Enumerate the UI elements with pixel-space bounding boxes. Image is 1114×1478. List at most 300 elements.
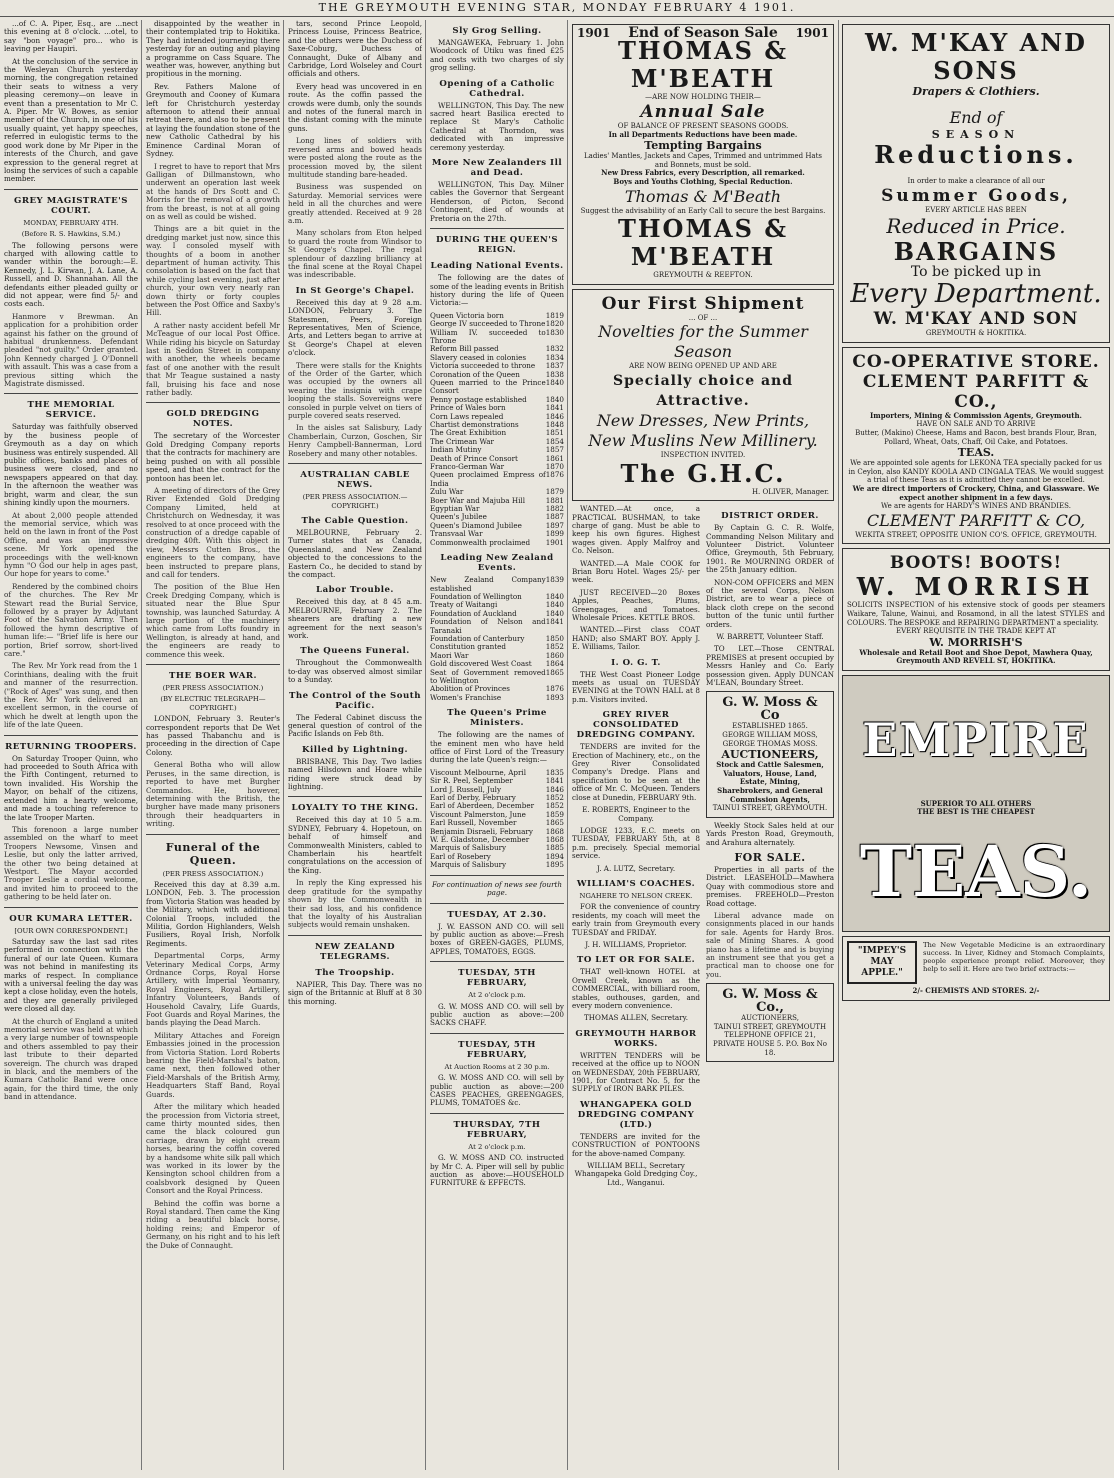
headline-funeral: Funeral of the Queen. [165,840,261,867]
event-name: Maori War [430,650,469,660]
headline-queens-funeral: The Queens Funeral. [300,646,410,657]
specially-choice: Specially choice and Attractive. [612,372,794,409]
chemists: 2/- CHEMISTS AND STORES. 2/- [912,986,1040,996]
gw-moss-name: G. W. Moss & Co [722,695,818,724]
event-name: Foundation of Nelson and Taranaki [430,617,546,635]
event-year: 1882 [545,504,564,514]
column-6 [842,20,1110,1470]
event-name: Penny postage established [430,394,527,404]
auction-text: G. W. MOSS AND CO. will sell by public auction as above:—200 CASES PEACHES, GREENGAGES, PLUMS, TOMATOES &c. [430,1073,564,1108]
event-name: Seat of Government removed to Wellington [430,667,546,685]
headline-national-events: Leading National Events. [430,261,564,272]
classified: WANTED.—At once, a PRACTICAL BUSHMAN, to take charge of gang. Must be able to keep his own figures. Highest wages given. Apply Malfroy and Co. Nelson. [572,504,700,556]
teas-banner: TEAS. [859,829,1093,913]
article-text: Saturday was faithfully observed by the business people of Greymouth as a day on which business was entirely suspended. All public offices, banks and places of business were closed, and no newspapers appeared on that day. In the afternoon the weather was bright, warm and clear, the sun shining kindly upon the mourners. [4,422,138,508]
event-year: 1852 [545,642,564,652]
auction-heading: TUESDAY, 5TH FEBRUARY, [458,968,536,989]
column-rule [425,20,426,1470]
event-name: Zulu War [430,487,464,497]
byline: (PER PRESS ASSOCIATION.) [162,684,264,693]
article-text: Received this day, at 8 45 a.m. MELBOURNE, February 2. The shearers are drafting a new agreement for the next season's work. [288,597,422,640]
event-year: 1850 [545,633,564,643]
morrish-name: W. MORRISH'S [929,635,1023,649]
ad-mckay [842,24,1110,343]
manager: H. OLIVER, Manager. [751,487,829,496]
column-rule [141,20,142,1470]
event-year: 1832 [545,344,564,354]
ad-text: Butter, (Makino) Cheese, Hams and Bacon, best brands Flour, Bran, Pollard, Wheat, Oats, Chaff, Oil Cake, and Potatoes. [855,428,1097,446]
boots-heading: BOOTS! BOOTS! [889,553,1063,574]
event-year: 1865 [545,818,564,828]
ad-text: Stock and Cattle Salesmen, Valuators, House, Land, Estate, Mining, Sharebrokers, and General Commission Agents, [716,760,824,804]
event-year: 1860 [545,650,564,660]
auction-time: At 2 o'clock p.m. [468,1142,526,1151]
headline-cable: The Cable Question. [301,515,409,526]
impey-text: The New Vegetable Medicine is an extraordinary success. In Liver, Kidney and Stomach Complaints, people experience prompt relief. Moreover, they help to sell it. Here are two brief extracts:— [923,941,1105,974]
event-name: Viscount Melbourne, April [430,767,527,777]
event-name: Queen's Jubilee [430,512,487,522]
ad-morrish [842,548,1110,671]
event-name: Earl of Derby, February [430,793,516,803]
ad-text: New Dress Fabrics, every Description, all remarked. [601,168,805,178]
headline-coaches: WILLIAM'S COACHES. [576,878,696,889]
classified: WANTED.—A Male COOK for Brian Boru Hotel. Wages 25/- per week. [572,558,700,585]
column-rule [838,20,839,1470]
event-year: 1820 [545,319,564,329]
classified: Weekly Stock Sales held at our Yards Preston Road, Greymouth, and Arahura alternately. [706,820,834,847]
ad-text: EVERY REQUISITE IN THE TRADE KEPT AT [896,627,1056,636]
ad-gw-moss [706,691,834,817]
headline-labor: Labor Trouble. [316,585,394,596]
event-name: Earl of Aberdeen, December [430,801,535,811]
article-text: Every head was uncovered in en route. As the coffin passed the crowds were dumb, only the sounds and notes of the funeral march in the distant coming with the minute guns. [288,81,422,133]
ad-text: SOLICITS INSPECTION of his extensive stock of goods per steamers Waikare, Talune, Wainui, and Rosamond, in all the latest STYLES and COLOURS. The BESPOKE and REPAIRING DEPARTMENT a speciality. [847,601,1105,627]
list-item [430,576,564,593]
ad-gw-moss-2 [706,983,834,1062]
event-year: 1865 [545,667,564,677]
parfitt-name: CLEMENT PARFITT & CO, [866,510,1086,530]
classified: FOR the convenience of country residents, my coach will meet the early train from Greymouth every TUESDAY and FRIDAY. [572,902,700,937]
event-year: 1846 [545,411,564,421]
season: SEASON [931,128,1021,141]
event-name: Constitution granted [430,642,506,652]
new-dresses: New Dresses, New Prints, New Muslins New Millinery. [588,410,818,450]
event-name: Marquis of Salisbury [430,860,507,870]
article-text: BRISBANE, This Day. Two ladies named Hilsdown and Hoare while riding were struck dead by lightning. [288,756,422,792]
signature: WILLIAM BELL, Secretary Whangapeka Gold Dredging Coy., Ltd., Wanganui. [574,1161,698,1187]
headline-killed: Killed by Lightning. [301,744,409,755]
event-year: 1851 [545,428,564,438]
end-of-season: End of Season Sale [628,25,778,41]
event-name: Sir R. Peel, September [430,776,513,786]
column-5 [572,20,834,1470]
event-name: Treaty of Waitangi [430,600,498,610]
ad-text: EVERY ARTICLE HAS BEEN [925,205,1027,214]
headline-district: DISTRICT ORDER. [721,511,819,522]
signature: E. ROBERTS, Engineer to the Company. [582,805,690,823]
headline-kumara: OUR KUMARA LETTER. [9,913,133,924]
event-year: 1840 [545,600,564,610]
ad-text: In all Departments Reductions have been made. [608,129,798,139]
mckay-name: W. M'KAY AND SONS [864,28,1087,85]
auction-heading: TUESDAY, AT 2.30. [447,909,547,920]
event-name: Reform Bill passed [430,344,499,354]
ad-text: Suggest the advisability of an Early Call to secure the best Bargains. [580,206,826,215]
drapers: Drapers & Clothiers. [912,85,1040,98]
headline-grey-river: GREY RIVER CONSOLIDATED DREDGING COMPANY. [576,710,696,741]
article-text: Throughout the Commonwealth to-day was observed almost similar to a Sunday. [288,658,422,685]
event-year: 1876 [545,470,564,480]
year-right: 1901 [795,26,829,40]
event-year: 1852 [545,801,564,811]
event-name: Egyptian War [430,504,480,514]
ad-text: TAINUI STREET, GREYMOUTH [713,1022,827,1031]
list-item [430,694,564,702]
column-3: tars, second Prince Leopold, Princess Louise, Princess Beatrice, and the others were the Duchess of Saxe-Coburg, Duchess of Connaught, Duke of Albany and Carbridge, Lord Wolseley and Court officials and others. Every head was uncovered in en route. As the coffin passed the crowds were dumb, only the sounds and notes of the funeral march in the distant coming with the minute guns. Long lines of soldiers with reversed arms and bowed heads were posted along the route as the procession moved by, the silent multitude standing bare-headed. Business was suspended on Saturday. Memorial services were held in all the churches and were greatly attended. Received at 9 28 a.m. Many scholars from Eton helped to guard the route from Windsor to St George's Chapel. The regal splendour of dazzling brilliancy at the final scene at the Royal Chapel was indescribable. In St George's Chapel. Received this day at 9 28 a.m. LONDON, February 3. The Statesmen, Peers, Foreign Representatives, Men of Science, Arts, and Letters began to arrive at St George's Chapel at eleven o'clock. There were stalls for the Knights of the Order of the Garter, which was occupied by the owners all wearing the insignia with crape looping the stalls. Sovereigns were consoled in purple velvet on tiers of purple covered seats reserved. In the aisles sat Salisbury, Lady Chamberlain, Curzon, Goschen, Sir Henry Campbell-Bannerman, Lord Rosebery and many other notables. AUSTRALIAN CABLE NEWS. (PER PRESS ASSOCIATION.—COPYRIGHT.) The Cable Question. MELBOURNE, February 2. Turner states that as Canada, Queensland, and New Zealand objected to the concessions to the Eastern Co., he decided to stand by the compact. Labor Trouble. Received this day, at 8 45 a.m. MELBOURNE, February 2. The shearers are drafting a new agreement for the next season's work. The Queens Funeral. Throughout the Commonwealth to-day was observed almost similar to a Sunday. The Control of the South Pacific. The Federal Cabinet discuss the general question of control of the Pacific Islands on Feb 8th. Killed by Lightning. BRISBANE, This Day. Two ladies named Hilsdown and Hoare while riding were struck dead by lightning. LOYALTY TO THE KING. Received this day at 10 5 a.m. SYDNEY, February 4. Hopetoun, on behalf of himself and Commonwealth Ministers, cabled to Chamberlain his heartfelt congratulations on the accession of the King. In reply the King expressed his deep gratitude for the sympathy shown by the Commonwealth in their sad loss, and his confidence that the loyalty of his Australian subjects would remain unshaken. NEW ZEALAND TELEGRAMS. The Troopship. NAPIER, This Day. There was no sign of the Britannic at Bluff at 8 30 this morning. [288,20,422,1006]
byline: (PER PRESS ASSOCIATION.—COPYRIGHT.) [302,493,408,510]
event-year: 1852 [545,793,564,803]
annual-sale: Annual Sale [640,102,766,122]
firm-name: THOMAS & M'BEATH [618,214,788,272]
article-text: The following are the dates of some of the leading events in British history during the life of Queen Victoria:— [430,273,564,308]
mckay-name: W. M'KAY AND SON [873,309,1079,330]
event-name: Coronation of the Queen [430,369,520,379]
event-year: 1901 [545,537,564,547]
column-rule [283,20,284,1470]
event-year: 1895 [545,860,564,870]
article-text: WELLINGTON, This Day. The new sacred heart Basilica erected to replace St Mary's Catholic Cathedral at Thorndon, was dedicated with an impressive ceremony yesterday. [430,100,564,152]
headline-premiers: The Queen's Prime Ministers. [447,708,547,729]
ad-impey [842,936,1110,1001]
firm-name: THOMAS & M'BEATH [618,36,788,94]
headline-pacific: The Control of the South Pacific. [289,690,421,711]
headline-nz-events: Leading New Zealand Events. [440,553,554,574]
event-name: William IV. succeeded to Throne [430,327,546,345]
nz-events-list [430,576,564,702]
events-list [430,312,564,547]
headline-troopers: RETURNING TROOPERS. [5,741,137,752]
article-text: disappointed by the weather in their contemplated trip to Hokitika. They had intended journeying there yesterday for an outing and playing a programme on Cass Square. The weather was, however, anything but propitious in the morning. [146,20,280,79]
event-name: Boer War and Majuba Hill [430,495,525,505]
novelties: Novelties for the Summer Season [598,322,808,362]
ad-text: ... OF ... [688,313,718,322]
article-text: NAPIER, This Day. There was no sign of the Britannic at Bluff at 8 30 this morning. [288,979,422,1006]
reductions: Reductions. [874,140,1078,169]
event-year: 1835 [545,767,564,777]
classified: WANTED.—First class COAT HAND; also SMART BOY. Apply J. E. Williams, Tailor. [572,625,700,652]
event-year: 1881 [545,495,564,505]
ad-text: INSPECTION INVITED. [660,450,746,459]
event-name: Franco-German War [430,462,505,472]
event-name: Marquis of Salisbury [430,843,507,853]
auction-heading: TUESDAY, 5TH FEBRUARY, [458,1039,536,1060]
event-year: 1897 [545,520,564,530]
headline-australian: AUSTRALIAN CABLE NEWS. [300,470,410,491]
impey-label: "IMPEY'S MAY APPLE." [847,941,917,984]
event-name: George IV succeeded to Throne [430,319,546,329]
small-ads [572,505,834,1191]
auction-heading: THURSDAY, 7TH FEBRUARY, [453,1119,541,1140]
event-name: Earl of Rosebery [430,851,491,861]
ad-text: GREYMOUTH & REEFTON. [653,271,753,280]
ad-text: We are appointed sole agents for LEKONA TEA specially packed for us in Ceylon, also KANDY KOOLA AND CINGALA TEAS. We would suggest a trial of these Teas as it is admitted they cannot be excelled. [848,459,1104,485]
ad-ghc [572,289,834,501]
ad-text: We are direct importers of Crockery, China, and Glassware. We expect another shipment in a few days. [852,483,1100,502]
ad-text: We are agents for HARDY'S WINES AND BRANDIES. [881,502,1071,511]
signature: J. H. WILLIAMS, Proprietor. [585,939,687,949]
masthead: THE GREYMOUTH EVENING STAR, MONDAY FEBRUARY 4 1901. [0,0,1114,17]
ad-text: Importers, Mining & Commission Agents, Greymouth. [870,410,1082,420]
ad-text: ESTABLISHED 1865. [732,722,808,731]
event-year: 1854 [545,436,564,446]
ad-thomas-mbeath [572,24,834,285]
event-year: 1848 [545,420,564,429]
auction-text: G. W. MOSS AND CO. will sell by public auction as above:—200 SACKS CHAFF. [430,1001,564,1028]
morrish-name: W. MORRISH [856,572,1096,602]
picked-up: To be picked up in [910,264,1042,281]
tempting-bargains: Tempting Bargains [644,139,762,153]
event-year: 1864 [545,659,564,669]
ad-text: WEKITA STREET, OPPOSITE UNION CO'S. OFFICE, GREYMOUTH. [855,530,1097,539]
event-name: Slavery ceased in colonies [430,352,527,362]
signature: J. A. LUTZ, Secretary. [596,863,676,873]
ad-text: HAVE ON SALE AND TO ARRIVE [916,420,1036,429]
event-name: New Zealand Company established [430,575,546,593]
classified: JUST RECEIVED—20 Boxes Apples, Peaches, Plums, Greengages, and Tomatoes. Wholesale Prices. KETTLE BROS. [572,587,700,622]
event-name: The Great Exhibition [430,428,507,438]
headline-cathedral: Opening of a Catholic Cathedral. [439,78,555,99]
headline-nz-telegrams: NEW ZEALAND TELEGRAMS. [314,941,396,962]
headline-troopship: The Troopship. [315,967,395,978]
list-item [430,669,564,686]
event-year: 1841 [545,403,564,413]
event-year: 1840 [545,608,564,618]
event-name: Queen married to the Prince Consort [430,377,546,396]
ad-text: OF BALANCE OF PRESENT SEASONS GOODS. [617,122,789,130]
event-year: 1894 [545,851,564,861]
event-name: Queen's Diamond Jubilee [430,520,522,530]
list-item [430,539,564,547]
auction-text: G. W. MOSS AND CO. instructed by Mr C. A. Piper will sell by public auction as above:—HOUSEHOLD FURNITURE & EFFECTS. [430,1153,564,1188]
small-ads-right: DISTRICT ORDER. By Captain G. C. R. Wolfe, Commanding Nelson Military and Volunteer District. Volunteer Office, Greymouth, 5th February, 1901. Re MOURNING ORDER of the 25th January edition. NON-COM OFFICERS and MEN of the several Corps, Nelson District, are to wear a piece of black cloth crepe on the second button of the tunic until further orders. W. BARRETT, Volunteer Staff. TO LET.—Those CENTRAL PREMISES at present occupied by Messrs Hanley and Co. Early possession given. Apply DUNCAN M'LEAN, Boundary Street. G. W. Moss & Co ESTABLISHED 1865. GEORGE WILLIAM MOSS, GEORGE THOMAS MOSS. AUCTIONEERS, Stock and Cattle Salesmen, Valuators, House, Land, Estate, Mining, Sharebrokers, and General Commission Agents, TAINUI STREET, GREYMOUTH. Weekly Stock Sales held at our Yards Preston Road, Greymouth, and Arahura alternately. FOR SALE. Properties in all parts of the District. LEASEHOLD—Mawhera Quay with commodious store and premises. FREEHOLD—Preston Road cottage. Liberal advance made on consignments placed in our hands for sale. Agents for Hardy Bros. sale of Mining Shares. A good piano has a lifetime and is buying an instrument see that you get a practical man to choose one for you. G. W. Moss & Co., AUCTIONEERS, TAINUI STREET, GREYMOUTH TELEPHONE OFFICE 21, PRIVATE HOUSE 5. P.O. Box No 18. [706,505,834,1191]
classified: THE West Coast Pioneer Lodge meets as usual on TUESDAY EVENING at the TOWN HALL at 8 p.m. Visitors invited. [572,669,700,704]
event-year: 1839 [545,575,564,585]
article-text: Received this day at 10 5 a.m. SYDNEY, February 4. Hopetoun, on behalf of himself and Commonwealth Ministers, cabled to Chamberlain his heartfelt congratulations on the accession of the King. [288,815,422,875]
event-name: Lord J. Russell, July [430,784,502,794]
firm-script: Thomas & M'Beath [624,186,782,206]
ad-text: AUCTIONEERS, [741,1014,799,1023]
event-year: 1846 [545,784,564,794]
event-year: 1841 [545,776,564,786]
event-name: W. E. Gladstone, December [430,835,530,845]
headline-sly-grog: Sly Grog Selling. [452,26,542,36]
gw-moss-name: G. W. Moss & Co., [722,987,818,1016]
headline-iogt: I. O. G. T. [611,657,661,668]
headline-gold: GOLD DREDGING NOTES. [166,409,260,430]
auction-time: At Auction Rooms at 2 30 p.m. [444,1062,550,1071]
ad-text: TELEPHONE OFFICE 21, PRIVATE HOUSE 5. P.O. Box No 18. [713,1031,827,1057]
signature: THOMAS ALLEN, Secretary. [584,1013,688,1023]
signature: W. BARRETT, Volunteer Staff. [716,632,824,641]
headline-reign: DURING THE QUEEN'S REIGN. [435,235,559,256]
event-year: 1837 [545,361,564,371]
event-name: Abolition of Provinces [430,684,510,694]
event-name: Death of Prince Consort [430,453,518,463]
event-year: 1834 [545,352,564,362]
event-year: 1885 [545,843,564,853]
event-name: Indian Mutiny [430,445,482,455]
byline: [OUR OWN CORRESPONDENT.] [14,926,128,935]
event-name: Viscount Palmerston, June [430,809,526,819]
event-name: Prince of Wales born [430,403,506,413]
ad-coop [842,347,1110,545]
event-name: Foundation of Canterbury [430,633,525,643]
event-name: Queen proclaimed Empress of India [430,470,546,488]
classified: TO LET.—Those CENTRAL PREMISES at present occupied by Messrs Hanley and Co. Early possession given. Apply DUNCAN M'LEAN, Boundary Street. [706,644,834,688]
empire-banner: EMPIRE [862,712,1090,767]
headline-for-sale: FOR SALE. [734,851,806,864]
classified: WRITTEN TENDERS will be received at the office up to NOON on WEDNESDAY, 20th FEBRUARY, 1901, for Contract No. 5, for the SUPPLY of IRON BARK PILES. [572,1050,700,1094]
headline-loyalty: LOYALTY TO THE KING. [291,803,419,814]
end-of: End of [949,108,1003,127]
headline-let-sale: TO LET OR FOR SALE. [576,955,696,966]
article-text: MANGAWEKA, February 1. John Woodcock of Utiku was fined £25 and costs with two charges of sly grog selling. [430,38,564,73]
every-department: Every Department. [850,279,1102,310]
classified: LODGE 1233, E.C. meets on TUESDAY, FEBRUARY 5th, at 8 p.m. precisely. Special memorial service. [572,825,700,861]
headline-chapel: In St George's Chapel. [295,285,415,296]
ad-text: Boys and Youths Clothing, Special Reduction. [613,176,793,186]
event-year: 1840 [545,394,564,404]
small-ads-left [572,505,700,1191]
ghc-logo: The G.H.C. [620,458,786,488]
article-text: At the conclusion of the service in the Wesleyan Church yesterday morning, the congregation retained their seats to witness a very pleasing ceremony—on leave in event than a presentation to Mr C. A. Piper. Mr W. Bowes, as senior member of the Church, in one of his usually quaint, yet happy speeches, referred in eulogistic terms to the good work done by Mr Piper in the interests of the Church, and gave expression to the general regret at losing the services of such a capable member. [4,56,138,184]
event-name: Foundation of Wellington [430,591,522,601]
event-year: 1893 [545,692,564,702]
byline: (BY ELECTRIC TELEGRAPH—COPYRIGHT.) [160,695,266,712]
event-name: Commonwealth proclaimed [430,537,531,547]
continuation-note: For continuation of news see fourth page. [431,879,563,898]
coop-store: CO-OPERATIVE STORE. [852,351,1100,372]
classified: By Captain G. C. R. Wolfe, Commanding Nelson Military and Volunteer District. Volunteer Office, Greymouth, 5th February, 1901. Re MOURNING ORDER of the 25th January edition. [706,523,834,575]
event-year: 1861 [545,453,564,463]
classified: TENDERS are invited for the Erection of Machinery, etc., on the Grey River Consolidated Company's Dredge. Plans and specification to be seen at the office of Mr. C. McQueen. Tenders close at Dunedin, FEBRUARY 9th. [572,742,700,802]
article-text: The Federal Cabinet discuss the general question of control of the Pacific Islands on Feb 8th. [288,712,422,739]
article-text: Saturday saw the last sad rites performed in connection with the funeral of our late Queen. Kumara was not behind in manifesting its marks of respect. In compliance with a universal feeling the day was kept a close holiday, even the hotels, and they are generally privileged were closed all day. [4,936,138,1014]
article-text: Received this day at 8.39 a.m. LONDON, Feb. 3. The procession from Victoria Station was headed by the Military, which with additional Colonial Troops, included the Militia, Gordon Highlanders, Welsh Fusiliers, Royal Irish, Norfolk Regiments. [146,879,280,948]
event-name: Transvaal War [430,529,483,539]
best-cheapest: THE BEST IS THE CHEAPEST [917,807,1035,817]
event-year: 1838 [545,369,564,379]
ad-text: Ladies' Mantles, Jackets and Capes, Trimmed and untrimmed Hats and Bonnets, must be sold. [584,152,822,169]
ad-text: In order to make a clearance of all our [907,177,1045,185]
teas-heading: TEAS. [957,446,995,460]
ad-text: GREYMOUTH & HOKITIKA. [925,329,1027,338]
headline-court: GREY MAGISTRATE'S COURT. [14,195,128,216]
list-item [430,379,564,396]
first-shipment: Our First Shipment [601,293,805,314]
ad-text: ARE NOW BEING OPENED UP AND ARE [629,362,777,371]
auction-time: At 2 o'clock p.m. [468,991,526,1000]
event-year: 1887 [545,512,564,522]
list-item [430,861,564,869]
event-name: Earl Russell, November [430,818,517,828]
event-name: Chartist demonstrations [430,420,519,429]
event-year: 1868 [545,826,564,836]
headline-whangapeka: WHANGAPEKA GOLD DREDGING COMPANY (LTD.) [577,1099,695,1130]
event-name: Benjamin Disraeli, February [430,826,533,836]
article-text: The secretary of the Worcester Gold Dredging Company reports that the contracts for machinery are being pushed on with all possible speed, and that the contract for the pontoon has been let. [146,431,280,483]
classified: Properties in all parts of the District. LEASEHOLD—Mawhera Quay with commodious store and premises. FREEHOLD—Preston Road cottage. [706,865,834,908]
list-item [430,329,564,346]
byline: (Before R. S. Hawkins, S.M.) [21,230,121,239]
auction-text: J. W. EASSON AND CO. will sell by public auction as above:—Fresh boxes of GREEN-GAGES, PLUMS, APPLES, TOMATOES, EGGS. [430,921,564,956]
article-text: Rev. Fathers Malone of Greymouth and Cooney of Kumara left for Christchurch yesterday afternoon to attend their annual retreat there, and also to be present at laying the foundation stone of the new Catholic Cathedral by his Eminence Cardinal Moran of Sydney. [146,81,280,159]
headline-ill-dead: More New Zealanders Ill and Dead. [431,158,563,179]
dateline: MONDAY, FEBRUARY 4TH. [23,218,119,227]
article-text: The following persons were charged with allowing cattle to wander within the borough:—E. Kennedy, J. L. Kirwan, J. A. Lane, A. Russell, and D. Shannahan. All the defendants either pleaded guilty or did not appear, were find 5/- and costs each. [4,240,138,309]
headline-harbor: GREYMOUTH HARBOR WORKS. [575,1028,697,1049]
event-year: 1840 [545,377,564,387]
column-4 [430,20,564,1470]
article-text: ...of C. A. Piper, Esq., are ...nect this evening at 8 o'clock. ...otel, to say "bon voyage" pro... who is leaving per Haupiri. [4,20,138,54]
event-year: 1859 [545,809,564,819]
parfitt-name: CLEMENT PARFITT & CO., [862,371,1090,412]
event-year: 1857 [545,445,564,455]
event-year: 1879 [545,487,564,497]
event-name: The Crimean War [430,436,494,446]
impey-body [847,941,1105,984]
classified: THAT well-known HOTEL at Orwell Creek, known as the COMMERCIAL, with billiard room, stables, outhouses, garden, and every modern convenience. [572,967,700,1010]
event-name: Corn Laws repealed [430,411,504,421]
ad-empire-teas [842,675,1110,932]
event-year: 1876 [545,684,564,694]
article-text: MELBOURNE, February 2. Turner states that as Canada, Queensland, and New Zealand objected to the concessions to the Eastern Co., he decided to stand by the compact. [288,527,422,579]
ad-text: GEORGE WILLIAM MOSS, GEORGE THOMAS MOSS. [722,731,818,748]
article-text: The following are the names of the eminent men who have held office of First Lord of the Treasury during the late Queen's reign:— [430,730,564,765]
article-text: Received this day at 9 28 a.m. LONDON, February 3. The Statesmen, Peers, Foreign Representatives, Men of Science, Arts, and Letters began to arrive at St George's Chapel at eleven o'clock. [288,297,422,358]
event-name: Foundation of Auckland [430,608,517,618]
bargains: BARGAINS [893,237,1059,267]
headline-memorial: THE MEMORIAL SERVICE. [27,400,115,421]
article-text: tars, second Prince Leopold, Princess Louise, Princess Beatrice, and the others were the Duchess of Saxe-Coburg, Duchess of Connaught, Duke of Albany and Carbridge, Lord Wolseley and Court officials and others. [288,20,422,79]
list-item [430,618,564,635]
classified: NON-COM OFFICERS and MEN of the several Corps, Nelson District, are to wear a piece of black cloth crepe on the second button of the tunic until further orders. [706,577,834,629]
event-year: 1819 [545,310,564,320]
superior: SUPERIOR TO ALL OTHERS [920,798,1032,808]
event-name: Victoria succeeded to throne [430,361,536,371]
premiers-list [430,769,564,870]
article-text: LONDON, February 3. Reuter's correspondent reports that De Wet has passed Thabanchu and is proceeding in the direction of Cape Colony. [146,714,280,757]
year-left: 1901 [577,26,611,40]
reduced: Reduced in Price. [886,214,1066,239]
event-year: 1830 [545,327,564,337]
event-year: 1899 [545,529,564,539]
article-text: WELLINGTON, This Day. Milner cables the Governor that Sergeant Henderson, of Picton, Second Contingent, died of wounds at Pretoria on the 27th. [430,180,564,223]
list-item [430,471,564,488]
byline: (PER PRESS ASSOCIATION.) [162,869,264,878]
article-text: On Saturday Trooper Quinn, who had proceeded to South Africa with the Fifth Contingent, returned to town invalided. His Worship the Mayor, on behalf of the citizens, extended him a hearty welcome, and made a touching reference to the late Trooper Marten. [4,753,138,822]
coaches-route: NGAHERE TO NELSON CREEK. [579,891,693,900]
column-rule [567,20,568,1470]
event-year: 1868 [545,835,564,845]
column-2: disappointed by the weather in their contemplated trip to Hokitika. They had intended journeying there yesterday for an outing and playing a programme on Cass Square. The weather was, however, anything but propitious in the morning. Rev. Fathers Malone of Greymouth and Cooney of Kumara left for Christchurch yesterday afternoon to attend their annual retreat there, and also to be present at laying the foundation stone of the new Catholic Cathedral by his Eminence Cardinal Moran of Sydney. I regret to have to report that Mrs Galligan of Dillmanstown, who underwent an operation last week at the hands of Drs Scott and C. Morris for the removal of a growth from the breast, is not at all going on as well as could be wished. Things are a bit quiet in the dredging market just now, since this way. I consoled myself with thoughts of a boom in another department of human activity. This consolation is based on the fact that while cycling last evening, just after church, your own very nearly ran down thirty or forty couples between the Post Office and Saxby's Hill. A rather nasty accident befell Mr McTeague of our local Post Office. While riding his bicycle on Saturday last in Seddon Street in company with another, the wheels became fast of one another with the result that Mr Teague sustained a nasty fall, bruising his face and nose rather badly. GOLD DREDGING NOTES. The secretary of the Worcester Gold Dredging Company reports that the contracts for machinery are being pushed on with all possible speed, and that the contract for the pontoon has been let. A meeting of directors of the Grey River Extended Gold Dredging Company Limited, held at Christchurch on Wednesday, it was resolved to at once proceed with the construction of a dredge capable of dredging 40ft. With this object in view, Messrs Cutten Bros., the engineers to the company, have been instructed to prepare plans, and call for tenders. The position of the Blue Hen Creek Dredging Company, which is situated near the Blue Spur township, was launched Saturday. A large portion of the machinery which came from Lofts foundry in Wellington, is already at hand, and the engineers are ready to commence this week. THE BOER WAR. (PER PRESS ASSOCIATION.) (BY ELECTRIC TELEGRAPH—COPYRIGHT.) LONDON, February 3. Reuter's correspondent reports that De Wet has passed Thabanchu and is proceeding in the direction of Cape Colony. General Botha who will allow Peruses, in the same direction, is reported to have met Burgher Commandos. He, however, determining with the British, the burgher have made many prisoners through their headquarters in writing. Funeral of the Queen. (PER PRESS ASSOCIATION.) Received this day at 8.39 a.m. LONDON, Feb. 3. The procession from Victoria Station was headed by the Military, which with additional Colonial Troops, included the Militia, Gordon Highlanders, Welsh Fusiliers, Royal Irish, Norfolk Regiments. Departmental Corps, Army Veterinary Medical Corps, Army Ordnance Corps, Royal Horse Artillery, with Imperial Yeomanry, Royal Engineers, Royal Artillery, Infantry Volunteers, Bands of Household Cavalry, Life Guards, Foot Guards and Royal Marines, the bands playing the Dead March. Military Attaches and Foreign Embassies joined in the procession from Victoria Station. Lord Roberts bearing the Field-Marshal's baton, came next, then followed other Field-Marshals of the British Army, Headquarters Staff Band, Royal Guards. After the military which headed the procession from Victoria street, came thirty mounted sides, then came the black coloured gun carriage, drawn by eight cream horses, bearing the coffin covered by a handsome white silk pall which was worked in its lower by the Kensington school children from a coalsbvork designed by Queen Consort and the Royal Princess. Behind the coffin was borne a Royal standard. Then came the King riding a beautiful black horse, holding reins; and Emperor of Germany, on his right and to his left the Duke of Connaught. [146,20,280,1250]
column-1: ...of C. A. Piper, Esq., are ...nect this evening at 8 o'clock. ...otel, to say "bon voyage" pro... who is leaving per Haupiri. At the conclusion of the service in the Wesleyan Church yesterday morning, the congregation retained their seats to witness a very pleasing ceremony—on leave in event than a presentation to Mr C. A. Piper. Mr W. Bowes, as senior member of the Church, in one of his usually quaint, yet happy speeches, referred in eulogistic terms to the good work done by Mr Piper in the interests of the Church, and gave expression to the general regret at losing the services of such a capable member. GREY MAGISTRATE'S COURT. MONDAY, FEBRUARY 4TH. (Before R. S. Hawkins, S.M.) The following persons were charged with allowing cattle to wander within the borough:—E. Kennedy, J. L. Kirwan, J. A. Lane, A. Russell, and D. Shannahan. All the defendants either pleaded guilty or did not appear, were find 5/- and costs each. Hanmore v Brewman. An application for a prohibition order against his father on the ground of habitual drunkenness. Defendant pleaded "not guilty." Order granted. John Kennedy charged J. O'Donnell with assault. This was a case from a previous sitting which the Magistrate dismissed. THE MEMORIAL SERVICE. Saturday was faithfully observed by the business people of Greymouth as a day on which business was entirely suspended. All public offices, banks and places of business were closed, and no newspapers appeared on that day. In the afternoon the weather was bright, warm and clear, the sun shining kindly upon the mourners. At about 2,000 people attended the memorial service, which was held on the lawn in front of the Post Office, and was an impressive scene. Mr York opened the proceedings with the well-known hymn "O God our help in ages past, Our hope for years to come." Rendered by the combined choirs of the churches. The Rev Mr Stewart read the Burial Service, followed by a prayer by Adjutant Foot of the Salvation Army. Then followed the hymn descriptive of human life:— "Brief life is here our portion, Brief sorrow, short-lived care." The Rev. Mr York read from the 1 Corinthians, dealing with the fruit and manner of the resurrection. ("Rock of Ages" was sung, and then the Rev. Mr York delivered an excellent sermon, in the course of which he dwelt at length upon the life of the late Queen. RETURNING TROOPERS. On Saturday Trooper Quinn, who had proceeded to South Africa with the Fifth Contingent, returned to town invalided. His Worship the Mayor, on behalf of the citizens, extended him a hearty welcome, and made a touching reference to the late Trooper Marten. This forenoon a large number assembled on the wharf to meet Troopers Newsome, Vinsen and Leslie, but only the latter arrived, the other two being detained at Westport. The Mayor accorded Trooper Leslie a cordial welcome, and invited him to proceed to the gathering to be held later on. OUR KUMARA LETTER. [OUR OWN CORRESPONDENT.] Saturday saw the last sad rites performed in connection with the funeral of our late Queen. Kumara was not behind in manifesting its marks of respect. In compliance with a universal feeling the day was kept a close holiday, even the hotels, and they are generally privileged were closed all day. At the church of England a united memorial service was held at which a very large number of townspeople and others assembled to pay their last tribute to their departed sovereign. The church was draped in black, and the members of the Kumara Catholic Band were once again, for the third time, the only band in attendance. [4,20,138,1102]
ad-text: Wholesale and Retail Boot and Shoe Depot, Mawhera Quay, Greymouth AND REVELL ST, HOKITIKA. [859,647,1093,666]
ad-text: —ARE NOW HOLDING THEIR— [645,93,761,102]
event-year: 1840 [545,591,564,601]
classified: TENDERS are invited for the CONSTRUCTION of PONTOONS for the above-named Company. [572,1131,700,1158]
event-name: Women's Franchise [430,692,502,702]
